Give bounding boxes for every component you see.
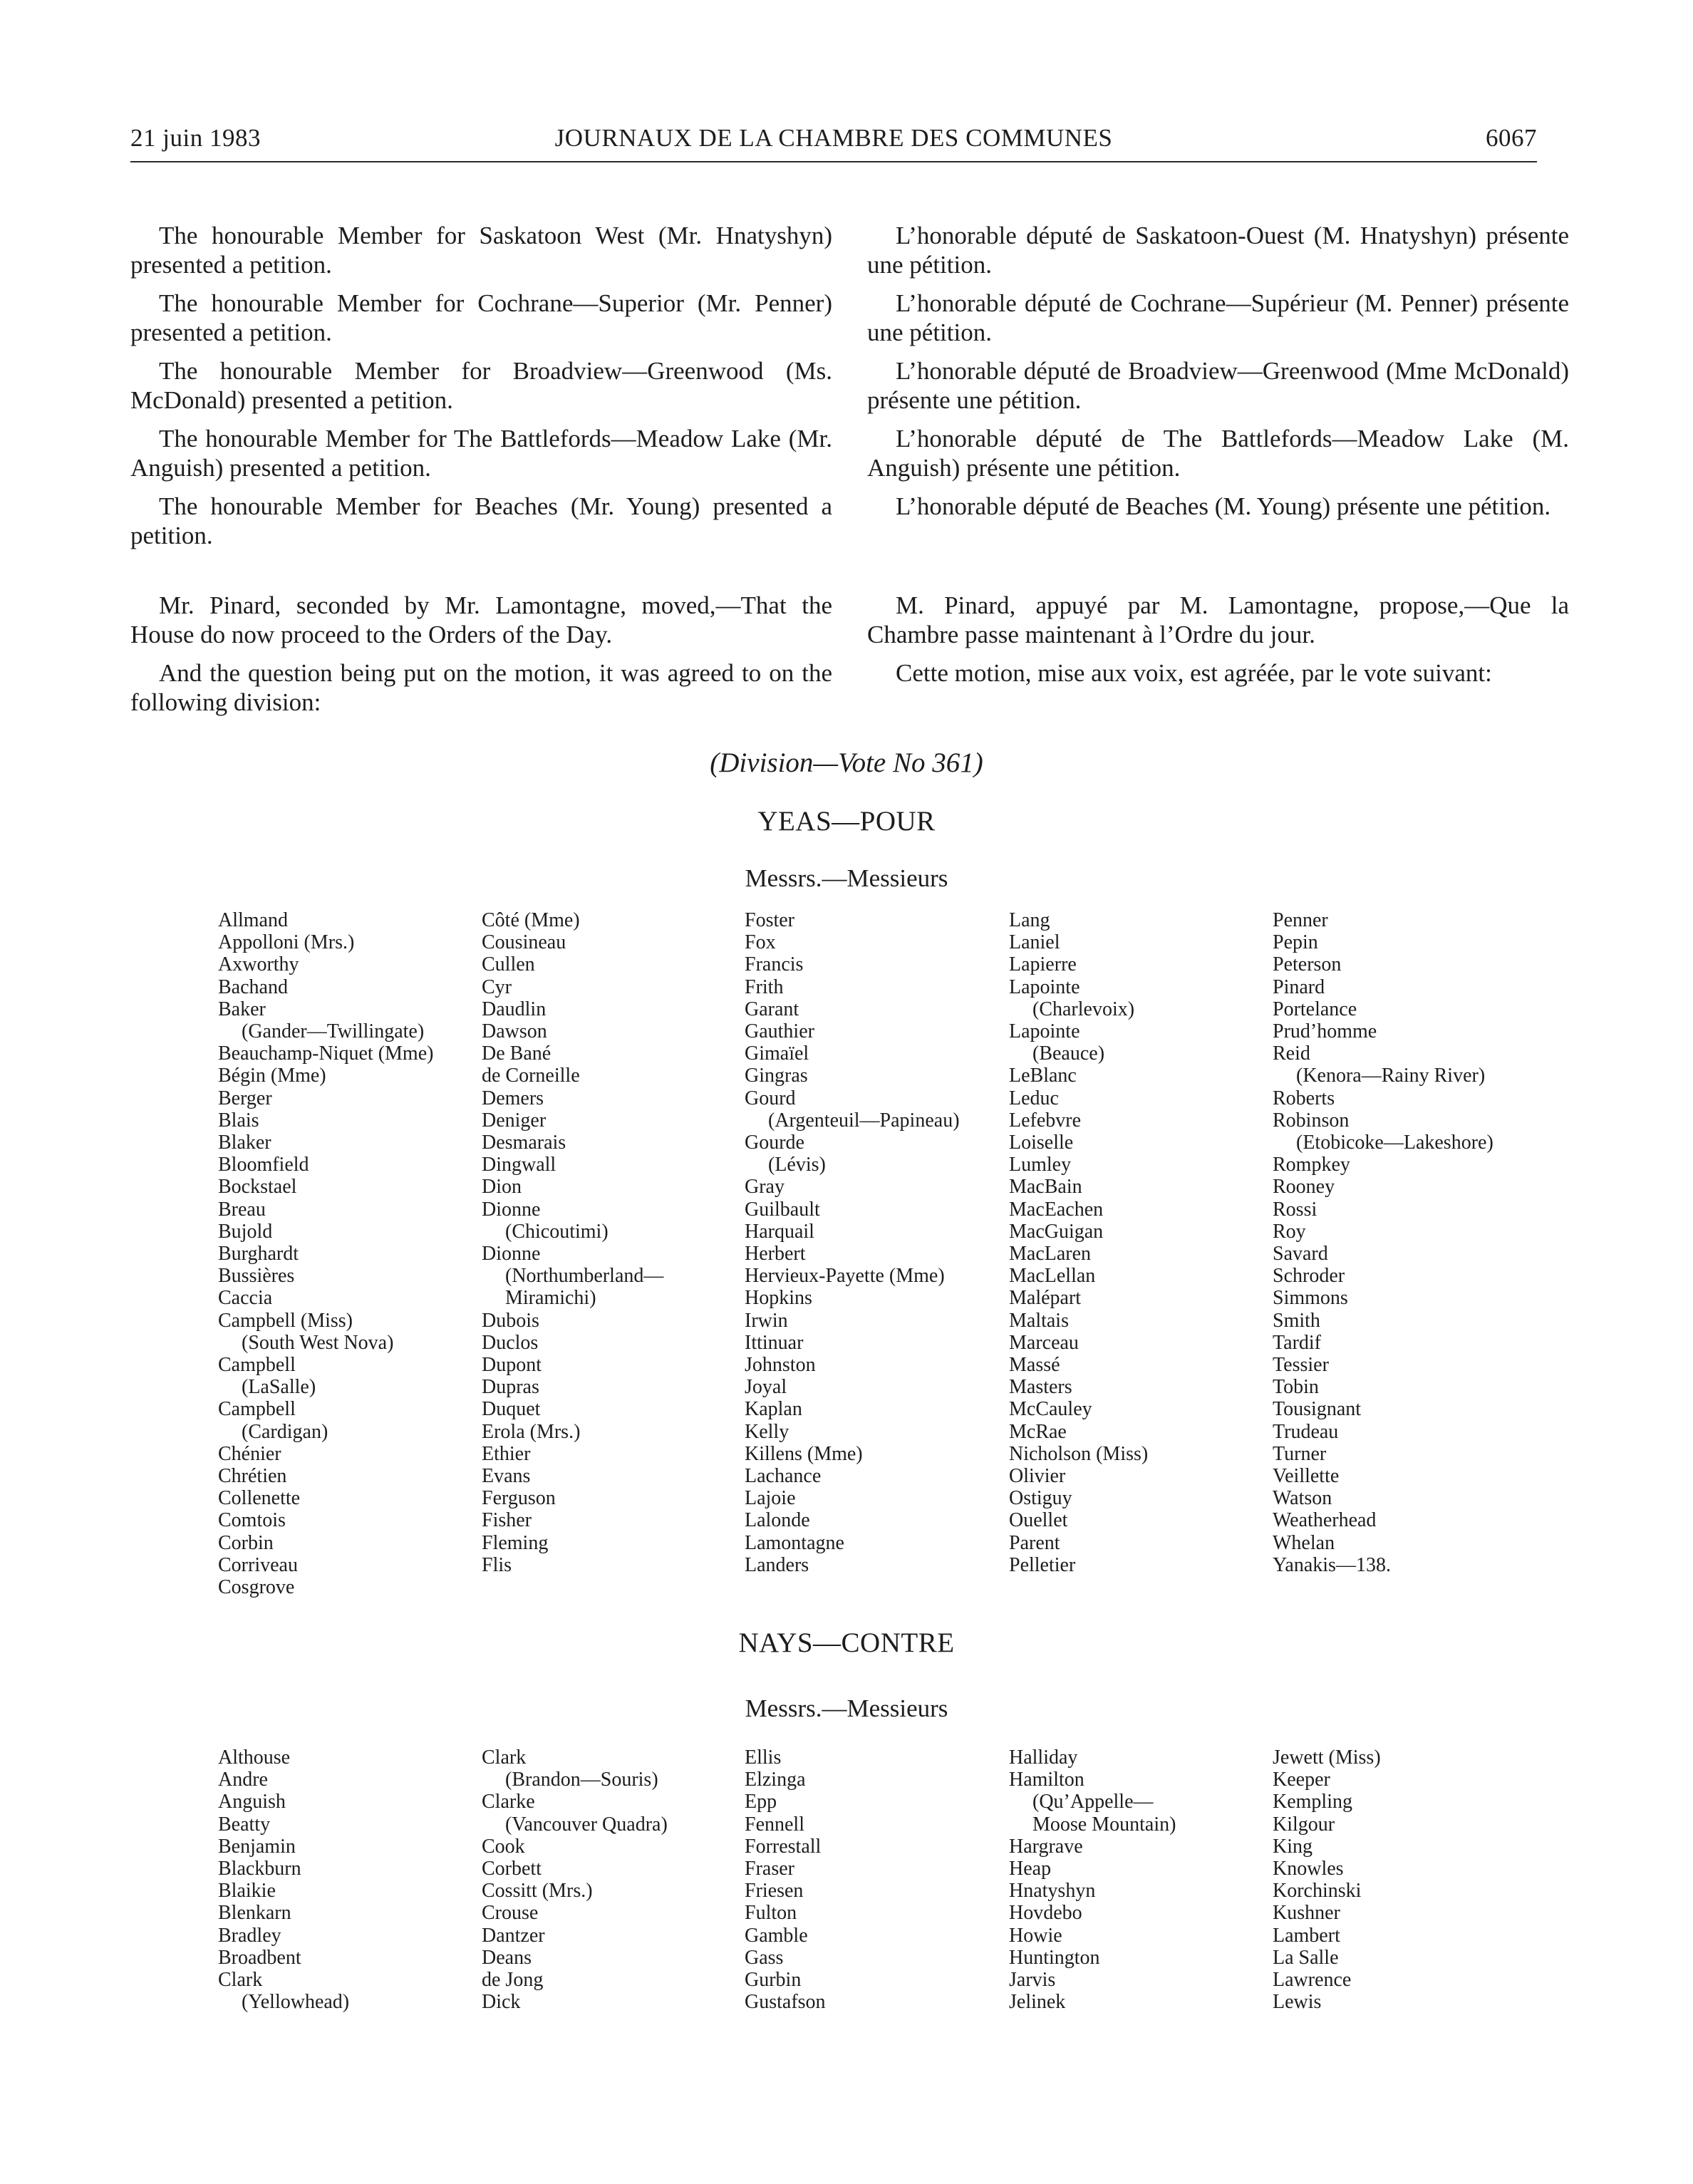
member-name: Lambert	[1273, 1924, 1340, 1947]
member-name: Ferguson	[482, 1487, 556, 1510]
member-name: Portelance	[1273, 998, 1357, 1020]
member-name: Andre	[218, 1769, 268, 1791]
member-name: Jewett (Miss)	[1273, 1746, 1381, 1769]
member-name: Desmarais	[482, 1132, 566, 1154]
yeas-column-1	[218, 909, 475, 1598]
member-name: Lamontagne	[745, 1531, 844, 1554]
member-name: Masters	[1009, 1376, 1072, 1399]
petition-en-3: The honourable Member for Broadview—Greenwood (Ms. McDonald) presented a petition.	[130, 357, 832, 414]
member-name: Dupras	[482, 1376, 539, 1399]
member-name: Collenette	[218, 1487, 301, 1510]
member-name: Nicholson (Miss)	[1009, 1442, 1149, 1465]
member-name: Rooney	[1273, 1176, 1335, 1199]
member-name: Marceau	[1009, 1331, 1079, 1354]
member-name: Jarvis	[1009, 1969, 1056, 1992]
page-header	[130, 121, 1537, 162]
member-name: Olivier	[1009, 1465, 1066, 1488]
motion-english	[130, 591, 832, 726]
member-name: Cousineau	[482, 931, 566, 954]
nays-messrs-heading: Messrs.—Messieurs	[745, 1694, 948, 1722]
member-name: Gustafson	[745, 1991, 826, 2014]
member-name: Gass	[745, 1946, 784, 1969]
member-name: Crouse	[482, 1902, 539, 1925]
member-name: Broadbent	[218, 1946, 301, 1969]
member-name: Harquail	[745, 1220, 814, 1243]
member-name: Daudlin	[482, 998, 547, 1020]
member-name: Blackburn	[218, 1858, 301, 1880]
member-name: Campbell (Miss)	[218, 1309, 353, 1332]
member-name: Pepin	[1273, 931, 1318, 954]
member-name: McRae	[1009, 1420, 1067, 1443]
member-name: Gourde	[745, 1132, 804, 1154]
petition-en-4: The honourable Member for The Battlefords—Meadow Lake (Mr. Anguish) presented a petition.	[130, 425, 832, 482]
member-name: Turner	[1273, 1442, 1327, 1465]
member-name: Laniel	[1009, 931, 1060, 954]
member-name: Lang	[1009, 909, 1050, 931]
member-riding: (Argenteuil—Papineau)	[768, 1109, 960, 1132]
member-name: Korchinski	[1273, 1880, 1362, 1903]
member-name: Lalonde	[745, 1509, 810, 1532]
member-name: Cyr	[482, 975, 512, 998]
member-name: Heap	[1009, 1858, 1052, 1880]
member-riding: Moose Mountain)	[1032, 1813, 1176, 1836]
member-name: Garant	[745, 998, 799, 1020]
member-name: Bachand	[218, 975, 288, 998]
member-name: Kempling	[1273, 1791, 1352, 1813]
member-name: Simmons	[1273, 1287, 1348, 1310]
member-name: Demers	[482, 1087, 544, 1109]
member-name: Bégin (Mme)	[218, 1065, 326, 1087]
nays-heading: NAYS—CONTRE	[738, 1627, 955, 1658]
motion-en-2: And the question being put on the motion, it was agreed to on the following division:	[130, 659, 832, 716]
member-name: Campbell	[218, 1398, 296, 1421]
member-name: Ostiguy	[1009, 1487, 1072, 1510]
member-name: Fleming	[482, 1531, 549, 1554]
member-name: Baker	[218, 998, 266, 1020]
member-name: Maltais	[1009, 1309, 1069, 1332]
motion-en-1: Mr. Pinard, seconded by Mr. Lamontagne, moved,—That the House do now proceed to the Orders of the Day.	[130, 591, 832, 648]
member-name: Peterson	[1273, 953, 1342, 976]
member-name: Dantzer	[482, 1924, 545, 1947]
member-name: Fox	[745, 931, 776, 954]
member-name: Francis	[745, 953, 804, 976]
member-name: La Salle	[1273, 1946, 1339, 1969]
member-name: Lajoie	[745, 1487, 796, 1510]
petition-fr-4: L’honorable député de The Battlefords—Meadow Lake (M. Anguish) présente une pétition.	[867, 425, 1569, 482]
member-name: Kaplan	[745, 1398, 802, 1421]
member-name: Lawrence	[1273, 1969, 1352, 1992]
member-name: Ethier	[482, 1442, 531, 1465]
member-name: Kilgour	[1273, 1813, 1335, 1836]
member-name: Halliday	[1009, 1746, 1078, 1769]
member-name: Lumley	[1009, 1154, 1072, 1176]
member-riding: (Beauce)	[1032, 1042, 1105, 1065]
member-name: Hargrave	[1009, 1835, 1083, 1858]
member-name: Gurbin	[745, 1969, 802, 1992]
petition-en-1: The honourable Member for Saskatoon West (Mr. Hnatyshyn) presented a petition.	[130, 222, 832, 279]
yeas-column-4	[1009, 909, 1265, 1576]
member-name: Herbert	[745, 1243, 806, 1266]
member-name: Bockstael	[218, 1176, 297, 1199]
member-riding: (LaSalle)	[242, 1376, 316, 1399]
member-name: Lachance	[745, 1465, 822, 1488]
member-name: Evans	[482, 1465, 531, 1488]
member-name: Whelan	[1273, 1531, 1335, 1554]
member-name: Lapierre	[1009, 953, 1077, 976]
member-name: Althouse	[218, 1746, 291, 1769]
member-name: Trudeau	[1273, 1420, 1339, 1443]
member-name: Landers	[745, 1553, 809, 1576]
nays-column-5	[1273, 1746, 1529, 2013]
member-name: Caccia	[218, 1287, 273, 1310]
member-name: Tessier	[1273, 1354, 1329, 1377]
member-name: Duquet	[482, 1398, 541, 1421]
member-name: Gauthier	[745, 1020, 814, 1043]
division-title: (Division—Vote No 361)	[710, 747, 983, 778]
member-name: Bujold	[218, 1220, 273, 1243]
member-name: Axworthy	[218, 953, 299, 976]
member-name: Dick	[482, 1991, 521, 2014]
member-name: Fennell	[745, 1813, 804, 1836]
member-name: de Jong	[482, 1969, 544, 1992]
member-name: Blais	[218, 1109, 259, 1132]
member-name: De Bané	[482, 1042, 552, 1065]
nays-column-4	[1009, 1746, 1265, 2013]
member-name: Lewis	[1273, 1991, 1322, 2014]
member-riding: (Chicoutimi)	[505, 1220, 609, 1243]
member-riding: (Lévis)	[768, 1154, 826, 1176]
member-name: Jelinek	[1009, 1991, 1066, 2014]
member-riding: (Etobicoke—Lakeshore)	[1296, 1132, 1493, 1154]
member-name: Lefebvre	[1009, 1109, 1082, 1132]
member-name: Foster	[745, 909, 794, 931]
member-name: Joyal	[745, 1376, 787, 1399]
member-name: Clarke	[482, 1791, 535, 1813]
member-name: Ellis	[745, 1746, 782, 1769]
member-name: Clark	[482, 1746, 527, 1769]
member-name: Berger	[218, 1087, 272, 1109]
member-name: Elzinga	[745, 1769, 806, 1791]
member-riding: (Qu’Appelle—	[1032, 1791, 1154, 1813]
petitions-french	[867, 221, 1569, 530]
member-name: Bradley	[218, 1924, 281, 1947]
yeas-column-2	[482, 909, 738, 1576]
member-name: Pinard	[1273, 975, 1325, 998]
member-name: Flis	[482, 1553, 512, 1576]
member-name: Roberts	[1273, 1087, 1335, 1109]
member-name: Chénier	[218, 1442, 281, 1465]
member-name: Fisher	[482, 1509, 532, 1532]
member-name: Comtois	[218, 1509, 286, 1532]
member-riding: (Kenora—Rainy River)	[1296, 1065, 1486, 1087]
member-name: Kelly	[745, 1420, 789, 1443]
member-name: Epp	[745, 1791, 777, 1813]
member-name: Dionne	[482, 1243, 541, 1266]
member-name: Clark	[218, 1969, 263, 1992]
member-name: Pelletier	[1009, 1553, 1076, 1576]
member-name: MacEachen	[1009, 1198, 1104, 1221]
member-name: Dubois	[482, 1309, 539, 1332]
page-number: 6067	[1486, 124, 1537, 152]
member-name: Keeper	[1273, 1769, 1330, 1791]
member-name: Cosgrove	[218, 1576, 295, 1599]
member-riding: (Vancouver Quadra)	[505, 1813, 668, 1836]
member-name: Campbell	[218, 1354, 296, 1377]
member-name: Ouellet	[1009, 1509, 1068, 1532]
member-name: Dawson	[482, 1020, 547, 1043]
member-name: Allmand	[218, 909, 288, 931]
member-name: Deniger	[482, 1109, 547, 1132]
member-name: Gamble	[745, 1924, 808, 1947]
member-name: MacGuigan	[1009, 1220, 1104, 1243]
member-name: Frith	[745, 975, 784, 998]
member-name: Kushner	[1273, 1902, 1340, 1925]
member-riding: Miramichi)	[505, 1287, 596, 1310]
member-name: Cullen	[482, 953, 535, 976]
member-name: Corbett	[482, 1858, 542, 1880]
member-name: Rossi	[1273, 1198, 1317, 1221]
header-title: JOURNAUX DE LA CHAMBRE DES COMMUNES	[554, 124, 1113, 152]
member-name: Johnston	[745, 1354, 816, 1377]
nays-column-2	[482, 1746, 738, 2013]
member-name: Lapointe	[1009, 1020, 1080, 1043]
member-name: Penner	[1273, 909, 1328, 931]
header-date: 21 juin 1983	[130, 124, 261, 152]
member-name: Blaker	[218, 1132, 271, 1154]
petition-fr-5: L’honorable député de Beaches (M. Young) présente une pétition.	[896, 492, 1551, 520]
member-name: Fraser	[745, 1858, 794, 1880]
member-name: Malépart	[1009, 1287, 1082, 1310]
member-name: Dionne	[482, 1198, 541, 1221]
member-riding: (Gander—Twillingate)	[242, 1020, 425, 1043]
member-name: Tobin	[1273, 1376, 1319, 1399]
member-name: Guilbault	[745, 1198, 820, 1221]
member-name: Lapointe	[1009, 975, 1080, 998]
member-name: Anguish	[218, 1791, 286, 1813]
member-name: Gingras	[745, 1065, 808, 1087]
member-name: Massé	[1009, 1354, 1060, 1377]
nays-column-1	[218, 1746, 475, 2013]
member-name: Breau	[218, 1198, 266, 1221]
motion-fr-2: Cette motion, mise aux voix, est agréée, par le vote suivant:	[896, 659, 1492, 687]
yeas-messrs-heading: Messrs.—Messieurs	[745, 864, 948, 892]
member-name: Friesen	[745, 1880, 804, 1903]
member-name: Dingwall	[482, 1154, 556, 1176]
member-name: Smith	[1273, 1309, 1320, 1332]
member-name: Parent	[1009, 1531, 1060, 1554]
member-name: Savard	[1273, 1243, 1328, 1266]
member-name: Corriveau	[218, 1553, 298, 1576]
member-name: Knowles	[1273, 1858, 1344, 1880]
member-name: Rompkey	[1273, 1154, 1350, 1176]
motion-fr-1: M. Pinard, appuyé par M. Lamontagne, propose,—Que la Chambre passe maintenant à l’Ordre du jour.	[867, 591, 1569, 648]
yeas-heading: YEAS—POUR	[757, 806, 936, 837]
member-riding: (Yellowhead)	[242, 1991, 350, 2014]
member-name: Loiselle	[1009, 1132, 1074, 1154]
member-name: Beauchamp-Niquet (Mme)	[218, 1042, 434, 1065]
member-riding: (Charlevoix)	[1032, 998, 1135, 1020]
member-name: de Corneille	[482, 1065, 580, 1087]
member-name: Dion	[482, 1176, 522, 1199]
member-name: Benjamin	[218, 1835, 296, 1858]
petition-fr-1: L’honorable député de Saskatoon-Ouest (M. Hnatyshyn) présente une pétition.	[867, 222, 1569, 279]
member-name: Prud’homme	[1273, 1020, 1377, 1043]
member-name: Leduc	[1009, 1087, 1059, 1109]
yeas-column-5	[1273, 909, 1529, 1576]
member-name: Chrétien	[218, 1465, 287, 1488]
member-name: Watson	[1273, 1487, 1332, 1510]
motion-french	[867, 591, 1569, 697]
member-name: Hamilton	[1009, 1769, 1084, 1791]
member-name: Howie	[1009, 1924, 1062, 1947]
member-name: Bussières	[218, 1265, 295, 1288]
member-name: King	[1273, 1835, 1313, 1858]
member-name: Ittinuar	[745, 1331, 804, 1354]
member-name: Erola (Mrs.)	[482, 1420, 581, 1443]
member-name: MacLaren	[1009, 1243, 1092, 1266]
member-name: Tardif	[1273, 1331, 1322, 1354]
member-name: Burghardt	[218, 1243, 299, 1266]
member-name: Hovdebo	[1009, 1902, 1082, 1925]
member-name: Dupont	[482, 1354, 542, 1377]
member-name: Yanakis—138.	[1273, 1553, 1391, 1576]
member-name: LeBlanc	[1009, 1065, 1077, 1087]
yeas-column-3	[745, 909, 1001, 1576]
member-name: Veillette	[1273, 1465, 1340, 1488]
member-name: Blenkarn	[218, 1902, 291, 1925]
member-riding: (Brandon—Souris)	[505, 1769, 658, 1791]
member-name: Tousignant	[1273, 1398, 1362, 1421]
member-riding: (Northumberland—	[505, 1265, 664, 1288]
petitions-english	[130, 221, 832, 559]
member-name: Roy	[1273, 1220, 1306, 1243]
member-name: Duclos	[482, 1331, 539, 1354]
member-name: Killens (Mme)	[745, 1442, 863, 1465]
petition-en-5: The honourable Member for Beaches (Mr. Young) presented a petition.	[130, 492, 832, 549]
member-name: Gimaïel	[745, 1042, 809, 1065]
member-name: Appolloni (Mrs.)	[218, 931, 355, 954]
member-riding: (Cardigan)	[242, 1420, 328, 1443]
member-name: Gourd	[745, 1087, 796, 1109]
member-name: Cossitt (Mrs.)	[482, 1880, 593, 1903]
member-name: Fulton	[745, 1902, 797, 1925]
member-name: Hopkins	[745, 1287, 812, 1310]
member-name: Huntington	[1009, 1946, 1100, 1969]
nays-column-3	[745, 1746, 1001, 2013]
member-name: Forrestall	[745, 1835, 822, 1858]
member-name: Bloomfield	[218, 1154, 309, 1176]
member-name: MacBain	[1009, 1176, 1082, 1199]
member-name: Irwin	[745, 1309, 788, 1332]
member-name: McCauley	[1009, 1398, 1092, 1421]
petition-fr-2: L’honorable député de Cochrane—Supérieur (M. Penner) présente une pétition.	[867, 289, 1569, 346]
member-name: Deans	[482, 1946, 532, 1969]
member-name: Corbin	[218, 1531, 274, 1554]
member-name: Gray	[745, 1176, 785, 1199]
member-name: Schroder	[1273, 1265, 1345, 1288]
member-name: Hervieux-Payette (Mme)	[745, 1265, 945, 1288]
member-name: Robinson	[1273, 1109, 1350, 1132]
member-name: Blaikie	[218, 1880, 276, 1903]
member-name: MacLellan	[1009, 1265, 1096, 1288]
member-name: Weatherhead	[1273, 1509, 1377, 1532]
member-riding: (South West Nova)	[242, 1331, 394, 1354]
member-name: Hnatyshyn	[1009, 1880, 1096, 1903]
petition-en-2: The honourable Member for Cochrane—Superior (Mr. Penner) presented a petition.	[130, 289, 832, 346]
member-name: Cook	[482, 1835, 525, 1858]
member-name: Beatty	[218, 1813, 271, 1836]
member-name: Reid	[1273, 1042, 1310, 1065]
member-name: Côté (Mme)	[482, 909, 580, 931]
petition-fr-3: L’honorable député de Broadview—Greenwood (Mme McDonald) présente une pétition.	[867, 357, 1569, 414]
